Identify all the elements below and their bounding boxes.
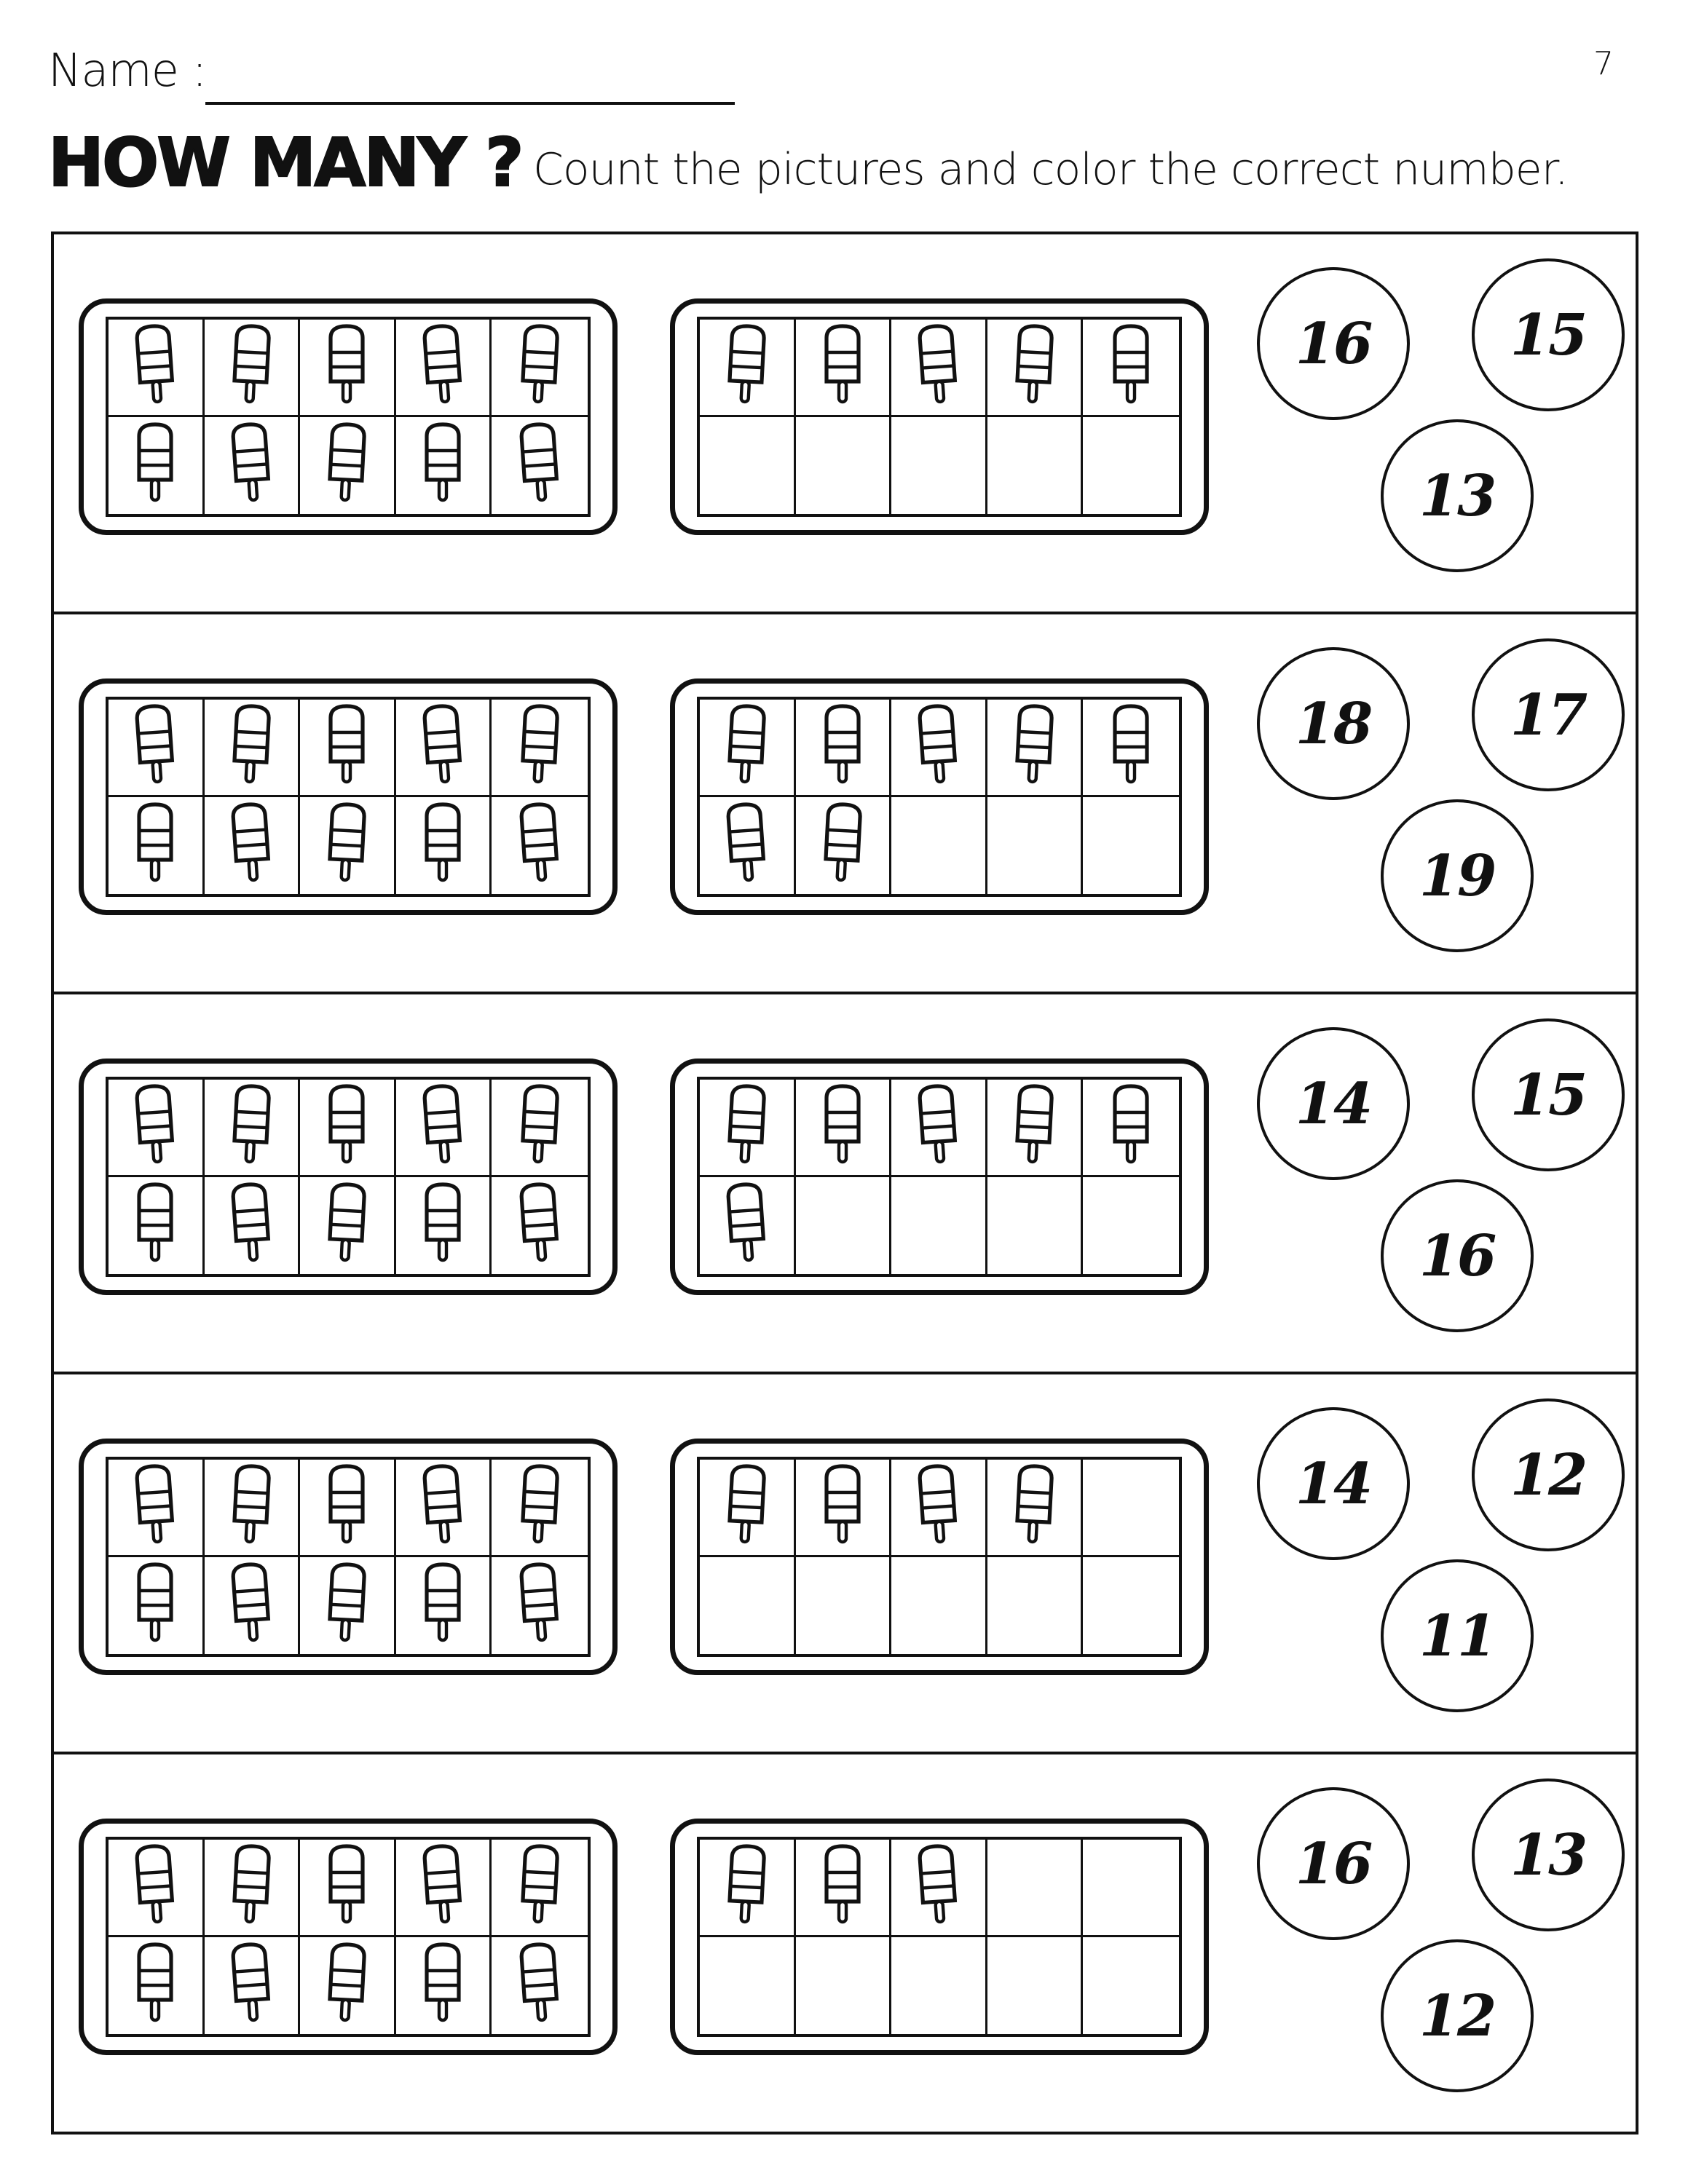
popsicle-icon [227, 1083, 275, 1172]
popsicle-icon [516, 1463, 564, 1552]
popsicle-icon [133, 1182, 177, 1269]
popsicle-icon [418, 1462, 468, 1552]
popsicle-icon [821, 1463, 864, 1551]
ten-frame-cell [891, 1080, 987, 1177]
ten-frame-cell [1083, 1080, 1179, 1177]
popsicle-icon [323, 421, 371, 510]
ten-frame-cell [891, 700, 987, 797]
ten-frame-cell [1083, 1557, 1179, 1655]
popsicle-icon [133, 1562, 177, 1649]
ten-frame-cell [396, 1460, 492, 1557]
popsicle-icon [418, 702, 468, 792]
ten-frame-cell [109, 1080, 205, 1177]
ten-frame-cell [109, 797, 205, 895]
popsicle-icon [515, 1180, 564, 1270]
ten-frame-grid [697, 1457, 1182, 1657]
exercise-row [54, 614, 1636, 994]
popsicle-icon [1010, 703, 1058, 792]
ten-frame-cell [891, 417, 987, 515]
popsicle-icon [913, 1082, 963, 1172]
ten-frame-grid [697, 697, 1182, 897]
answer-circle[interactable]: 17 [1472, 638, 1625, 791]
popsicle-icon [722, 703, 770, 792]
ten-frame-cell [891, 797, 987, 895]
ten-frame-cell [700, 700, 796, 797]
ten-frame-cell [109, 1177, 205, 1275]
ten-frame-cell [700, 417, 796, 515]
ten-frame-cell [205, 320, 301, 417]
ten-frame-right [670, 1819, 1209, 2055]
ten-frame-cell [492, 320, 588, 417]
ten-frame-cell [796, 1557, 892, 1655]
popsicle-icon [1010, 323, 1058, 412]
ten-frame-cell [396, 1840, 492, 1937]
ten-frame-cell [109, 1840, 205, 1937]
popsicle-icon [226, 420, 276, 510]
popsicle-icon [515, 420, 564, 510]
ten-frame-cell [987, 1840, 1084, 1937]
ten-frame-cell [492, 1177, 588, 1275]
ten-frame-cell [300, 1080, 396, 1177]
ten-frame-cell [1083, 417, 1179, 515]
ten-frame-cell [987, 700, 1084, 797]
ten-frame-cell [300, 320, 396, 417]
ten-frame-cell [891, 1460, 987, 1557]
answer-circle[interactable]: 11 [1381, 1559, 1534, 1712]
popsicle-icon [323, 801, 371, 890]
ten-frame-cell [987, 1557, 1084, 1655]
ten-frame-cell [300, 797, 396, 895]
popsicle-icon [516, 1843, 564, 1932]
ten-frame-cell [205, 417, 301, 515]
ten-frame-cell [205, 1080, 301, 1177]
answer-circle[interactable]: 16 [1257, 1787, 1410, 1940]
popsicle-icon [1109, 1083, 1153, 1171]
ten-frame-cell [700, 1557, 796, 1655]
ten-frame-cell [796, 700, 892, 797]
answer-circle[interactable]: 16 [1257, 267, 1410, 420]
ten-frame-cell [300, 1937, 396, 2035]
page-title: HOW MANY ? [48, 124, 522, 202]
ten-frame-cell [300, 1460, 396, 1557]
ten-frame-cell [700, 1937, 796, 2035]
ten-frame-cell [987, 1460, 1084, 1557]
ten-frame-cell [1083, 700, 1179, 797]
ten-frame-cell [796, 1937, 892, 2035]
ten-frame-grid [106, 1077, 591, 1277]
popsicle-icon [325, 1843, 368, 1931]
ten-frame-cell [109, 1937, 205, 2035]
ten-frame-grid [697, 317, 1182, 517]
ten-frame-cell [396, 320, 492, 417]
popsicle-icon [421, 1182, 465, 1269]
ten-frame-left [79, 1439, 618, 1675]
popsicle-icon [130, 1082, 180, 1172]
ten-frame-cell [1083, 1840, 1179, 1937]
ten-frame-cell [492, 417, 588, 515]
ten-frame-right [670, 1059, 1209, 1295]
popsicle-icon [722, 323, 770, 412]
popsicle-icon [821, 1843, 864, 1931]
name-label: Name : [48, 44, 207, 97]
popsicle-icon [421, 802, 465, 889]
ten-frame-left [79, 298, 618, 535]
ten-frame-left [79, 678, 618, 915]
popsicle-icon [516, 703, 564, 792]
ten-frame-right [670, 678, 1209, 915]
popsicle-icon [515, 1940, 564, 2030]
ten-frame-cell [300, 1177, 396, 1275]
popsicle-icon [722, 1843, 770, 1932]
ten-frame-grid [697, 1837, 1182, 2037]
ten-frame-cell [109, 320, 205, 417]
popsicle-icon [323, 1561, 371, 1650]
ten-frame-grid [106, 1837, 591, 2037]
popsicle-icon [226, 1940, 276, 2030]
popsicle-icon [133, 802, 177, 889]
ten-frame-cell [396, 1937, 492, 2035]
ten-frame-cell [492, 700, 588, 797]
ten-frame-cell [1083, 797, 1179, 895]
ten-frame-grid [106, 317, 591, 517]
popsicle-icon [418, 1082, 468, 1172]
ten-frame-cell [205, 797, 301, 895]
ten-frame-cell [1083, 1460, 1179, 1557]
popsicle-icon [421, 422, 465, 509]
ten-frame-cell [987, 417, 1084, 515]
ten-frame-cell [700, 1080, 796, 1177]
popsicle-icon [515, 800, 564, 890]
ten-frame-cell [987, 320, 1084, 417]
ten-frame-cell [700, 1840, 796, 1937]
popsicle-icon [722, 800, 771, 890]
popsicle-icon [821, 1083, 864, 1171]
ten-frame-cell [891, 1177, 987, 1275]
popsicle-icon [1109, 703, 1153, 791]
popsicle-icon [130, 702, 180, 792]
ten-frame-grid [106, 697, 591, 897]
ten-frame-cell [396, 797, 492, 895]
popsicle-icon [325, 703, 368, 791]
popsicle-icon [226, 800, 276, 890]
answer-circle[interactable]: 13 [1381, 419, 1534, 572]
ten-frame-cell [396, 1557, 492, 1655]
popsicle-icon [130, 1462, 180, 1552]
ten-frame-cell [700, 1460, 796, 1557]
ten-frame-cell [205, 1840, 301, 1937]
exercise-row [54, 1754, 1636, 2134]
popsicle-icon [913, 702, 963, 792]
ten-frame-cell [700, 1177, 796, 1275]
ten-frame-cell [300, 417, 396, 515]
ten-frame-cell [396, 1177, 492, 1275]
popsicle-icon [515, 1560, 564, 1650]
ten-frame-cell [109, 417, 205, 515]
ten-frame-cell [492, 797, 588, 895]
ten-frame-cell [396, 700, 492, 797]
ten-frame-grid [697, 1077, 1182, 1277]
ten-frame-cell [987, 797, 1084, 895]
ten-frame-cell [492, 1557, 588, 1655]
popsicle-icon [325, 1463, 368, 1551]
ten-frame-cell [492, 1080, 588, 1177]
ten-frame-cell [700, 797, 796, 895]
ten-frame-cell [109, 700, 205, 797]
ten-frame-cell [396, 417, 492, 515]
name-field-line[interactable] [205, 102, 735, 105]
ten-frame-cell [300, 1840, 396, 1937]
ten-frame-cell [1083, 320, 1179, 417]
popsicle-icon [418, 1842, 468, 1932]
ten-frame-cell [891, 1840, 987, 1937]
ten-frame-cell [891, 1557, 987, 1655]
popsicle-icon [325, 1083, 368, 1171]
ten-frame-cell [987, 1080, 1084, 1177]
answer-circle[interactable]: 18 [1257, 647, 1410, 800]
ten-frame-cell [109, 1460, 205, 1557]
popsicle-icon [418, 322, 468, 412]
answer-circle[interactable]: 14 [1257, 1407, 1410, 1560]
popsicle-icon [227, 323, 275, 412]
exercise-row [54, 234, 1636, 614]
answer-circle[interactable]: 14 [1257, 1027, 1410, 1180]
answer-circle[interactable]: 12 [1472, 1398, 1625, 1551]
worksheet [51, 232, 1638, 2134]
ten-frame-grid [106, 1457, 591, 1657]
popsicle-icon [226, 1560, 276, 1650]
popsicle-icon [130, 322, 180, 412]
popsicle-icon [516, 1083, 564, 1172]
popsicle-icon [227, 1463, 275, 1552]
ten-frame-cell [700, 320, 796, 417]
popsicle-icon [325, 323, 368, 411]
exercise-row [54, 1374, 1636, 1754]
popsicle-icon [226, 1180, 276, 1270]
popsicle-icon [821, 323, 864, 411]
popsicle-icon [227, 1843, 275, 1932]
ten-frame-cell [492, 1460, 588, 1557]
ten-frame-cell [796, 320, 892, 417]
popsicle-icon [821, 703, 864, 791]
popsicle-icon [913, 1462, 963, 1552]
ten-frame-cell [205, 700, 301, 797]
ten-frame-cell [796, 1460, 892, 1557]
ten-frame-cell [205, 1937, 301, 2035]
ten-frame-cell [987, 1177, 1084, 1275]
popsicle-icon [722, 1083, 770, 1172]
popsicle-icon [722, 1180, 771, 1270]
popsicle-icon [1010, 1463, 1058, 1552]
answer-circle[interactable]: 12 [1381, 1939, 1534, 2092]
answer-circle[interactable]: 13 [1472, 1779, 1625, 1931]
popsicle-icon [421, 1942, 465, 2029]
ten-frame-cell [796, 1080, 892, 1177]
popsicle-icon [323, 1181, 371, 1270]
ten-frame-cell [891, 1937, 987, 2035]
ten-frame-cell [891, 320, 987, 417]
popsicle-icon [819, 801, 867, 890]
answer-circle[interactable]: 15 [1472, 258, 1625, 411]
ten-frame-cell [492, 1840, 588, 1937]
popsicle-icon [722, 1463, 770, 1552]
popsicle-icon [133, 422, 177, 509]
ten-frame-cell [205, 1557, 301, 1655]
ten-frame-cell [492, 1937, 588, 2035]
ten-frame-cell [300, 700, 396, 797]
popsicle-icon [913, 322, 963, 412]
popsicle-icon [516, 323, 564, 412]
answer-circle[interactable]: 15 [1472, 1018, 1625, 1171]
ten-frame-cell [796, 417, 892, 515]
ten-frame-left [79, 1819, 618, 2055]
popsicle-icon [133, 1942, 177, 2029]
answer-circle[interactable]: 19 [1381, 799, 1534, 952]
ten-frame-cell [796, 1177, 892, 1275]
popsicle-icon [421, 1562, 465, 1649]
popsicle-icon [913, 1842, 963, 1932]
exercise-row [54, 994, 1636, 1374]
ten-frame-cell [205, 1177, 301, 1275]
answer-circle[interactable]: 16 [1381, 1179, 1534, 1332]
ten-frame-cell [300, 1557, 396, 1655]
popsicle-icon [1010, 1083, 1058, 1172]
ten-frame-cell [987, 1937, 1084, 2035]
ten-frame-cell [396, 1080, 492, 1177]
ten-frame-right [670, 298, 1209, 535]
ten-frame-left [79, 1059, 618, 1295]
page-number: 7 [1593, 45, 1614, 82]
ten-frame-cell [1083, 1937, 1179, 2035]
ten-frame-cell [205, 1460, 301, 1557]
instructions: Count the pictures and color the correct number. [533, 144, 1568, 195]
ten-frame-cell [796, 1840, 892, 1937]
popsicle-icon [130, 1842, 180, 1932]
popsicle-icon [323, 1941, 371, 2030]
ten-frame-cell [796, 797, 892, 895]
ten-frame-right [670, 1439, 1209, 1675]
popsicle-icon [227, 703, 275, 792]
ten-frame-cell [1083, 1177, 1179, 1275]
popsicle-icon [1109, 323, 1153, 411]
ten-frame-cell [109, 1557, 205, 1655]
